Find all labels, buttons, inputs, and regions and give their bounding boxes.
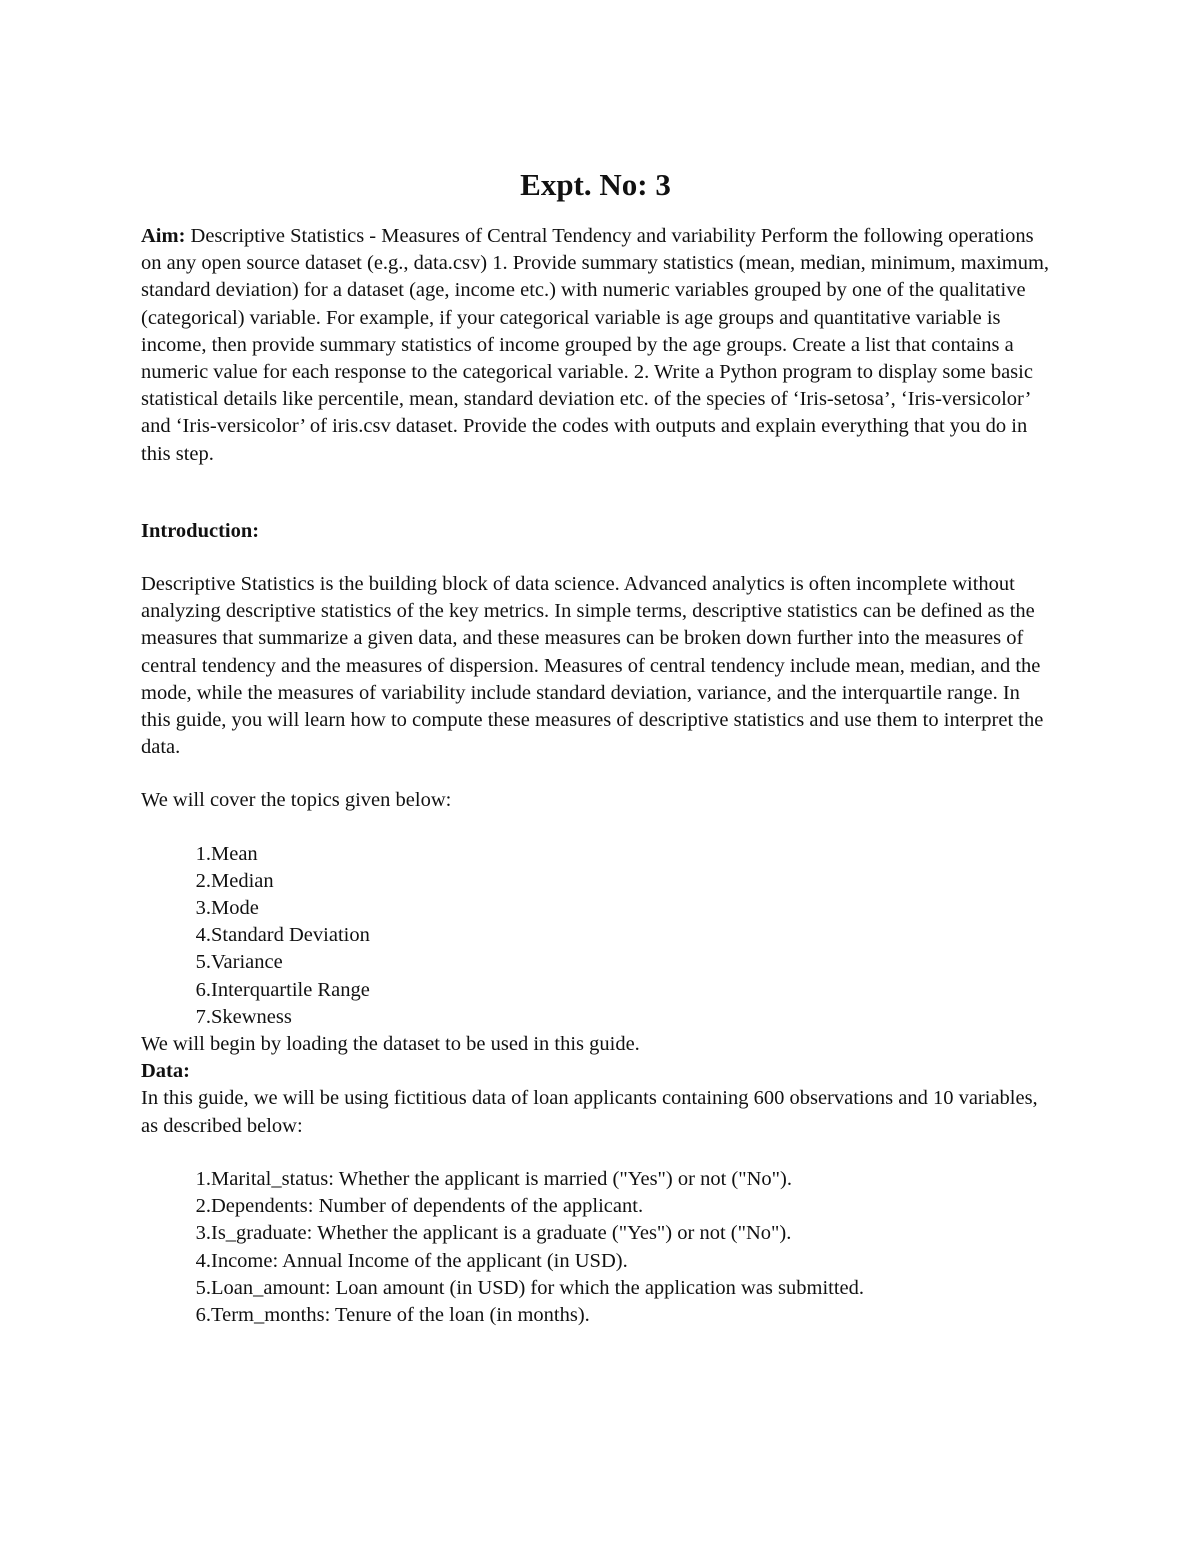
- list-number: 5.: [195, 951, 211, 974]
- begin-text: We will begin by loading the dataset to be used in this guide.: [141, 1033, 640, 1056]
- list-number: 7.: [195, 1005, 211, 1028]
- aim-text: Descriptive Statistics - Measures of Central Tendency and variability Perform the following operations on any open source dataset (e.g., data.csv) 1. Provide summary statistics (mean, median, minimum, maximum, standard deviation) for a dataset (age, income etc.) with numeric variables grouped by one of the qualitative (categorical) variable. For example, if your categorical variable is age groups and quantitative variable is income, then provide summary statistics of income grouped by the age groups. Create a list that contains a numeric value for each response to the categorical variable. 2. Write a Python program to display some basic statistical details like percentile, mean, standard deviation etc. of the species of ‘Iris-setosa’, ‘Iris-versicolor’ and ‘Iris-versicolor’ of iris.csv dataset. Provide the codes with outputs and explain everything that you do in this step.: [141, 225, 1050, 465]
- spacer: [141, 545, 1050, 571]
- list-item: [141, 1193, 1050, 1220]
- list-item: [141, 1220, 1050, 1247]
- spacer: [141, 1140, 1050, 1166]
- spacer: [141, 761, 1050, 787]
- list-text: Skewness: [211, 1005, 292, 1028]
- aim-label: Aim:: [141, 225, 186, 247]
- list-text: Marital_status: Whether the applicant is married ("Yes") or not ("No").: [211, 1167, 792, 1190]
- data-paragraph: In this guide, we will be using fictitious data of loan applicants containing 600 observations and 10 variables, as described below:: [141, 1087, 1038, 1137]
- list-number: 2.: [195, 869, 211, 892]
- list-text: Variance: [211, 951, 283, 974]
- aim-paragraph: [141, 223, 1050, 468]
- variables-list: [141, 1166, 1050, 1329]
- list-item: [141, 1166, 1050, 1193]
- list-text: Income: Annual Income of the applicant (in USD).: [211, 1249, 628, 1272]
- data-heading: Data:: [141, 1060, 190, 1083]
- list-number: 1.: [195, 1167, 211, 1190]
- introduction-paragraph: Descriptive Statistics is the building block of data science. Advanced analytics is often incomplete without analyzing descriptive statistics of the key metrics. In simple terms, descriptive statistics can be defined as the measures that summarize a given data, and these measures can be broken down further into the measures of central tendency and the measures of dispersion. Measures of central tendency include mean, median, and the mode, while the measures of variability include standard deviation, variance, and the interquartile range. In this guide, you will learn how to compute these measures of descriptive statistics and use them to interpret the data.: [141, 573, 1044, 759]
- list-item: [141, 1248, 1050, 1275]
- list-number: 4.: [195, 924, 211, 947]
- list-item: [141, 1275, 1050, 1302]
- list-item: [141, 922, 1050, 949]
- list-item: [141, 1302, 1050, 1329]
- list-number: 1.: [195, 842, 211, 865]
- list-item: [141, 949, 1050, 976]
- list-number: 6.: [195, 978, 211, 1001]
- list-item: [141, 895, 1050, 922]
- list-item: [141, 977, 1050, 1004]
- topics-list: [141, 841, 1050, 1031]
- list-text: Loan_amount: Loan amount (in USD) for which the application was submitted.: [211, 1276, 865, 1299]
- list-text: Mean: [211, 842, 258, 865]
- list-text: Is_graduate: Whether the applicant is a graduate ("Yes") or not ("No").: [211, 1222, 792, 1245]
- introduction-heading: Introduction:: [141, 519, 260, 542]
- list-number: 3.: [195, 897, 211, 920]
- list-text: Dependents: Number of dependents of the applicant.: [211, 1195, 644, 1218]
- spacer: [141, 815, 1050, 841]
- list-text: Term_months: Tenure of the loan (in months).: [211, 1303, 590, 1326]
- list-text: Median: [211, 869, 274, 892]
- list-number: 2.: [195, 1195, 211, 1218]
- list-number: 5.: [195, 1276, 211, 1299]
- list-item: [141, 1004, 1050, 1031]
- list-text: Standard Deviation: [211, 924, 370, 947]
- list-number: 4.: [195, 1249, 211, 1272]
- list-text: Interquartile Range: [211, 978, 370, 1001]
- page-title: Expt. No: 3: [520, 167, 671, 202]
- topics-intro: We will cover the topics given below:: [141, 789, 452, 812]
- list-number: 6.: [195, 1303, 211, 1326]
- list-item: [141, 868, 1050, 895]
- list-number: 3.: [195, 1222, 211, 1245]
- list-item: [141, 841, 1050, 868]
- spacer: [141, 468, 1050, 518]
- list-text: Mode: [211, 897, 259, 920]
